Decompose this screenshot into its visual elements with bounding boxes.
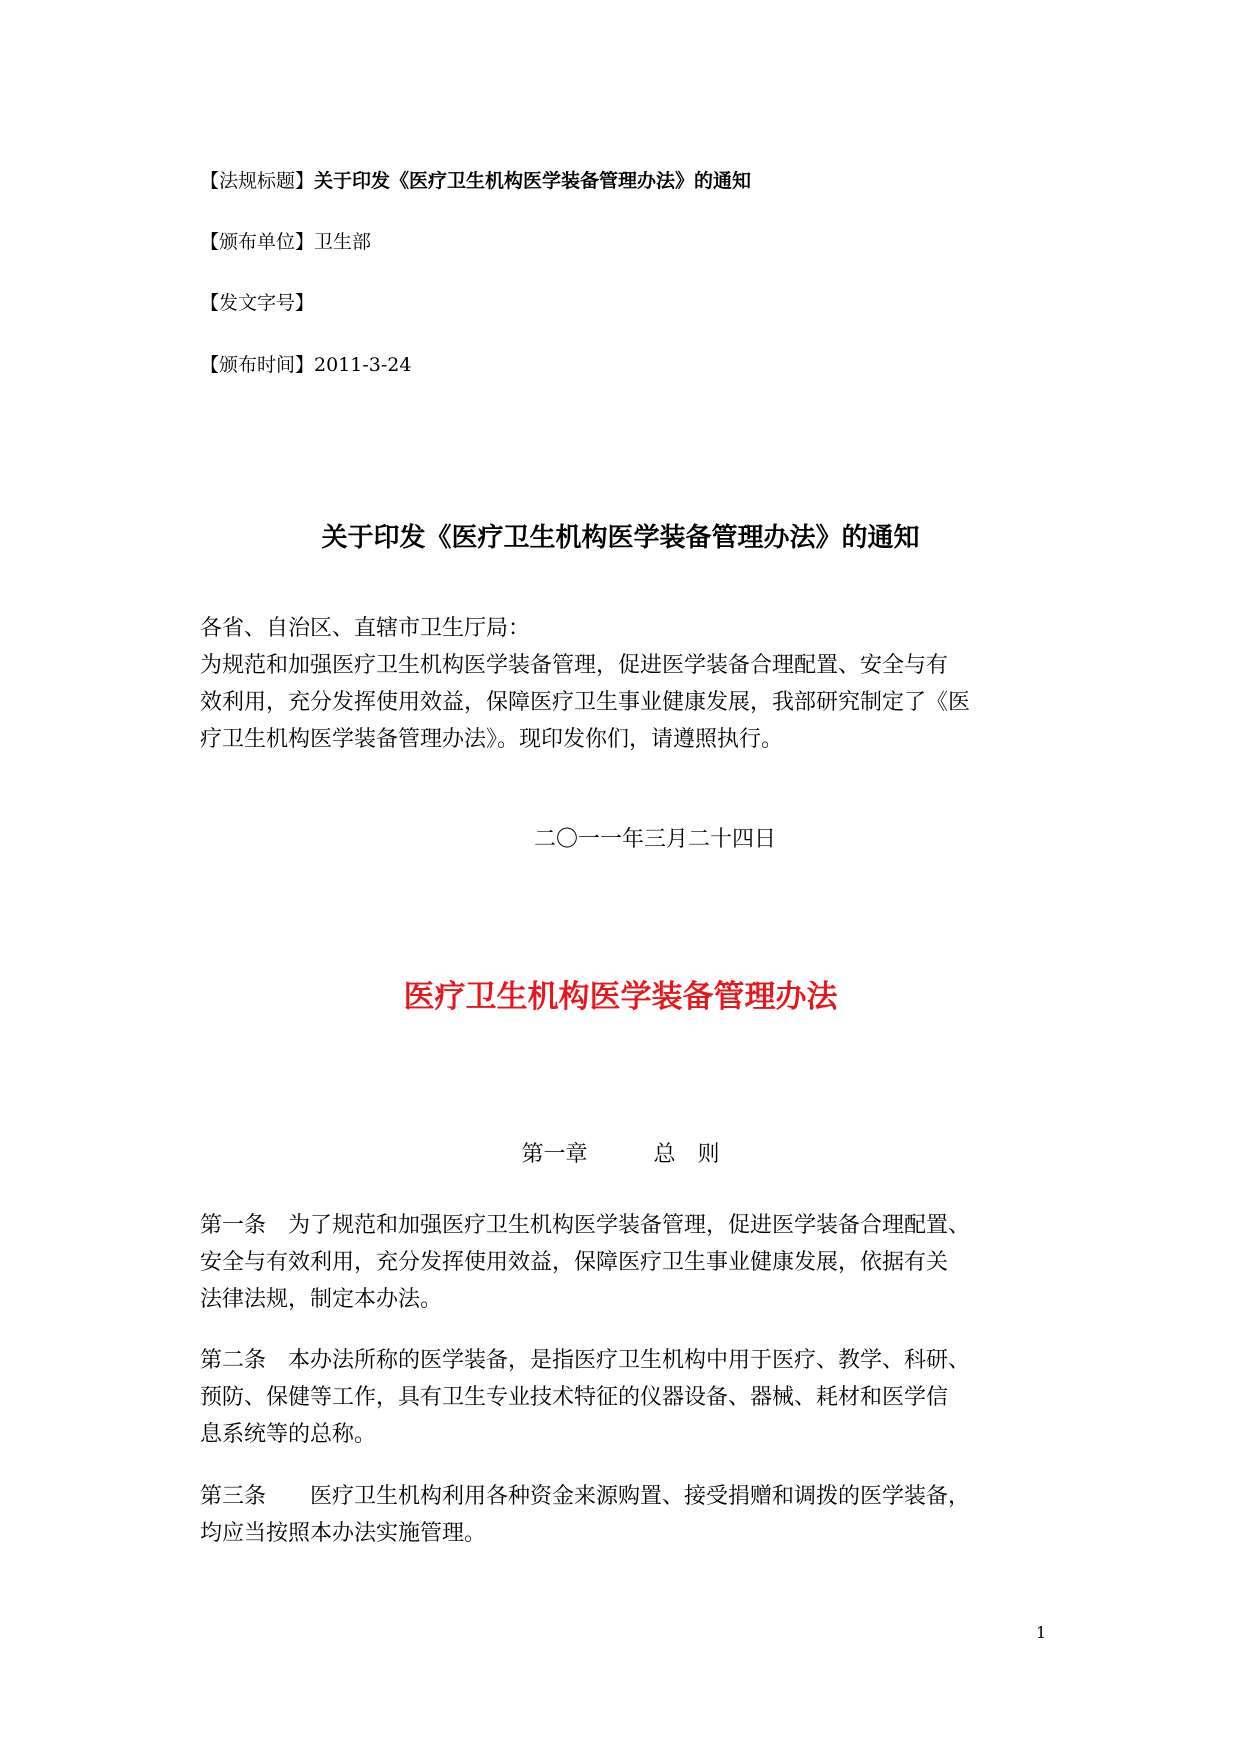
article-2 (200, 1342, 1060, 1453)
notice-date: 二〇一一年三月二十四日 (534, 827, 777, 852)
notice-title: 关于印发《医疗卫生机构医学装备管理办法》的通知 (321, 523, 920, 553)
meta-issuer-label: 【颁布单位】 (200, 231, 315, 253)
notice-body-line: 疗卫生机构医学装备管理办法》。现印发你们，请遵照执行。 (200, 727, 784, 752)
notice-body-line: 效利用，充分发挥使用效益，保障医疗卫生事业健康发展，我部研究制定了《医 (200, 690, 971, 715)
article-line: 第三条 医疗卫生机构利用各种资金来源购置、接受捐赠和调拨的医学装备， (200, 1484, 971, 1509)
meta-doc-number-label: 【发文字号】 (200, 292, 315, 314)
article-line: 第一条 为了规范和加强医疗卫生机构医学装备管理，促进医学装备合理配置、 (200, 1213, 971, 1238)
meta-date-line (200, 353, 411, 377)
meta-doc-number-line (200, 291, 314, 315)
rules-title: 医疗卫生机构医学装备管理办法 (403, 979, 838, 1015)
meta-title-line (200, 169, 751, 193)
chapter-heading: 第一章 总 则 (521, 1142, 720, 1167)
article-1 (200, 1207, 1060, 1318)
notice-body (200, 610, 1060, 758)
article-line: 安全与有效利用，充分发挥使用效益，保障医疗卫生事业健康发展，依据有关 (200, 1250, 949, 1275)
meta-date-value: 2011-3-24 (314, 354, 412, 376)
article-3 (200, 1478, 1060, 1552)
notice-body-line: 为规范和加强医疗卫生机构医学装备管理，促进医学装备合理配置、安全与有 (200, 653, 949, 678)
article-line: 法律法规，制定本办法。 (200, 1287, 443, 1312)
meta-title-label: 【法规标题】 (200, 170, 315, 192)
article-line: 第二条 本办法所称的医学装备，是指医疗卫生机构中用于医疗、教学、科研、 (200, 1348, 971, 1373)
notice-salutation: 各省、自治区、直辖市卫生厅局： (200, 616, 531, 641)
article-line: 均应当按照本办法实施管理。 (200, 1521, 487, 1546)
page-number: 1 (1036, 1623, 1047, 1642)
article-line: 息系统等的总称。 (200, 1422, 377, 1447)
article-line: 预防、保健等工作，具有卫生专业技术特征的仪器设备、器械、耗材和医学信 (200, 1385, 949, 1410)
meta-title-value: 关于印发《医疗卫生机构医学装备管理办法》的通知 (314, 170, 752, 192)
meta-issuer-value: 卫生部 (314, 231, 372, 253)
meta-date-label: 【颁布时间】 (200, 354, 315, 376)
meta-issuer-line (200, 230, 371, 254)
